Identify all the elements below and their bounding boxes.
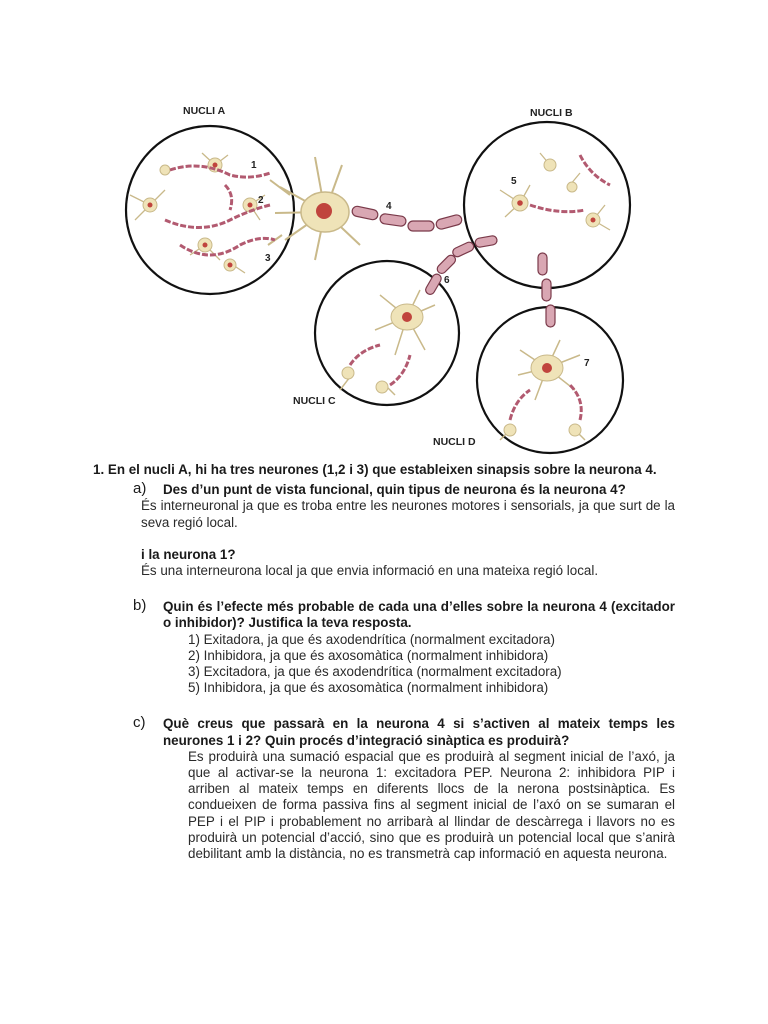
axon-4: [351, 205, 463, 231]
neuron-number-2: 2: [258, 195, 264, 206]
list-item: 3) Excitadora, ja que és axodendrítica (normalment excitadora): [188, 664, 562, 680]
label-nucli-b: NUCLI B: [530, 107, 573, 119]
answer-1c: Es produirà una sumació espacial que es produirà al segment inicial de l’axó, ja que al activar-se la neurona 1: excitadora PEP. Neurona 2: inhibidora PIP i arriben al mateix temps en diferents llocs de la nerona postsinàptica. Es condueixen de forma passiva fins al segment inicial de l’axó on se sumaran el PEP i el PIP i probablement no arribarà al llindar de descàrrega i llavors no es produirà un potencial d’acció, sino que es produirà un potencial local que s’anirà debilitant amb la distància, no es transmetrà cap informació en aquesta neurona.: [188, 748, 675, 862]
nucleus-b-neurons: [500, 153, 610, 230]
neuron-nuclei-diagram: [110, 95, 670, 460]
neuron-number-3: 3: [265, 253, 271, 264]
list-item: 1) Exitadora, ja que és axodendrítica (normalment excitadora): [188, 631, 555, 647]
letter-a: a): [133, 480, 147, 498]
label-nucli-d: NUCLI D: [433, 436, 476, 448]
question-1b: [93, 599, 675, 631]
neuron-number-7: 7: [584, 358, 590, 369]
neuron-number-6: 6: [444, 275, 450, 286]
neuron-4-nucleus: [316, 203, 332, 219]
list-item: 2) Inhibidora, ja que és axosomàtica (normalment inhibidora): [188, 647, 549, 663]
nucleus-c-neurons: [340, 290, 435, 395]
question-1c-text: Què creus que passarà en la neurona 4 si s’activen al mateix temps les neurones 1 i 2? Quin procés d’integració sinàptica es produirà?: [163, 716, 675, 748]
axon-6: [424, 235, 498, 296]
label-nucli-c: NUCLI C: [293, 395, 336, 407]
answer-1a: És interneuronal ja que es troba entre les neurones motores i sensorials, ja que surt de la seva regió local.: [141, 498, 675, 530]
answer-1b-list: [93, 632, 675, 697]
answer-1a-part2: És una interneurona local ja que envia informació en una mateixa regió local.: [141, 563, 599, 579]
question-1a-part2: i la neurona 1?: [141, 546, 236, 562]
neuron-number-4: 4: [386, 201, 392, 212]
letter-c: c): [133, 714, 146, 732]
nucleus-d-neurons: [500, 340, 585, 440]
nucleus-a-neurons: [130, 153, 275, 273]
question-1a-text: Des d’un punt de vista funcional, quin tipus de neurona és la neurona 4?: [163, 482, 626, 498]
letter-b: b): [133, 597, 147, 615]
question-1b-text: Quin és l’efecte més probable de cada una d’elles sobre la neurona 4 (excitador o inhibidor)? Justifica la teva resposta.: [163, 599, 675, 631]
axon-7: [538, 253, 555, 327]
question-section: [93, 462, 675, 862]
question-1a: [93, 482, 675, 498]
label-nucli-a: NUCLI A: [183, 105, 226, 117]
question-1-intro: 1. En el nucli A, hi ha tres neurones (1,2 i 3) que estableixen sinapsis sobre la neurona 4.: [93, 462, 657, 477]
neuron-number-5: 5: [511, 176, 517, 187]
neuron-number-1: 1: [251, 160, 257, 171]
question-1c: [93, 716, 675, 748]
list-item: 5) Inhibidora, ja que és axosomàtica (normalment inhibidora): [188, 680, 549, 696]
